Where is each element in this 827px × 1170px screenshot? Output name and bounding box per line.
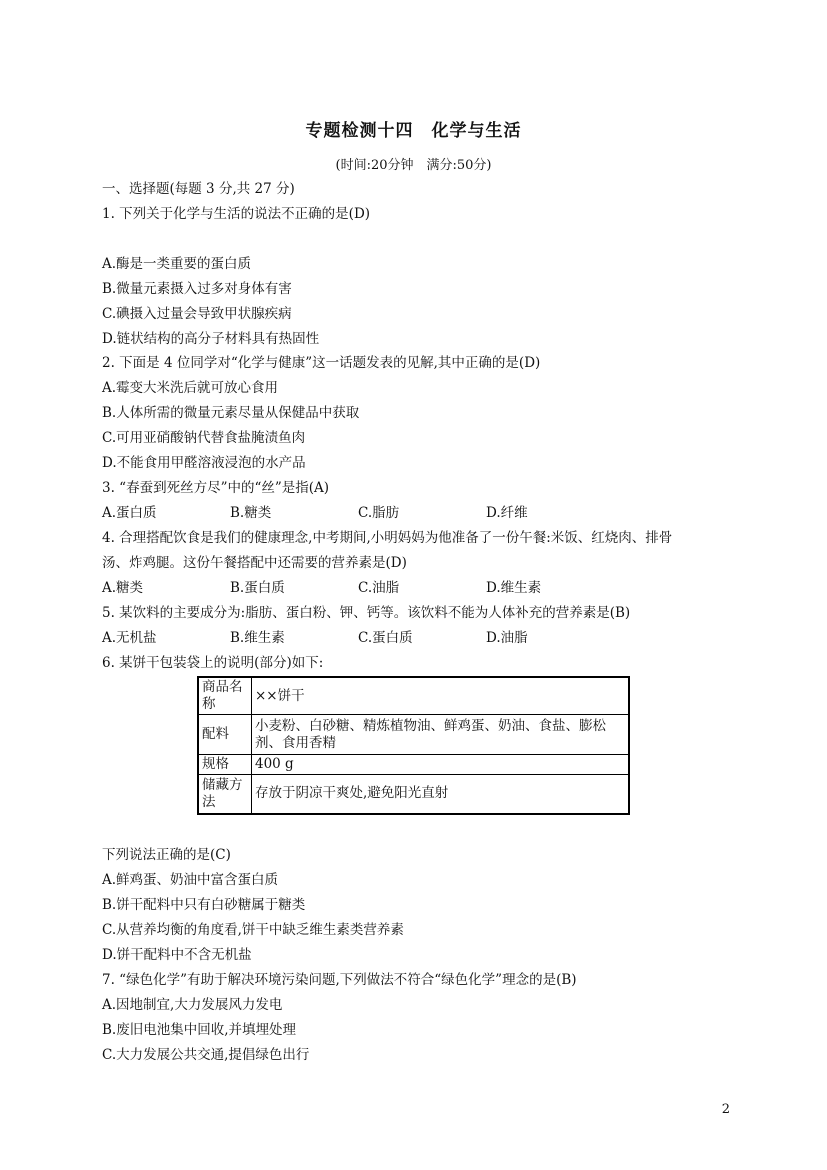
question-4-option-c: C.油脂 <box>358 580 400 596</box>
question-4-stem-line-1: 4. 合理搭配饮食是我们的健康理念,中考期间,小明妈妈为他准备了一份午餐:米饭、红烧肉、排骨 <box>102 530 673 546</box>
table-key-cell: 储藏方法 <box>198 775 252 814</box>
question-6-option-b: B.饼干配料中只有白砂糖属于糖类 <box>102 897 306 913</box>
table-value-cell: 存放于阴凉干爽处,避免阳光直射 <box>252 775 630 814</box>
question-6-option-a: A.鲜鸡蛋、奶油中富含蛋白质 <box>102 872 279 888</box>
question-1-stem: 1. 下列关于化学与生活的说法不正确的是(D) <box>102 206 371 222</box>
table-value-cell: 400 g <box>252 755 630 775</box>
table-key-cell: 商品名称 <box>198 677 252 715</box>
question-5-option-c: C.蛋白质 <box>358 630 413 646</box>
question-5-options <box>102 629 614 647</box>
question-7-stem: 7. “绿色化学”有助于解决环境污染问题,下列做法不符合“绿色化学”理念的是(B) <box>102 972 577 988</box>
question-7-option-c: C.大力发展公共交通,提倡绿色出行 <box>102 1047 310 1063</box>
question-3-option-a: A.蛋白质 <box>102 505 157 521</box>
question-5-option-b: B.维生素 <box>230 630 285 646</box>
question-2-option-d: D.不能食用甲醛溶液浸泡的水产品 <box>102 455 306 471</box>
question-2-stem: 2. 下面是 4 位同学对“化学与健康”这一话题发表的见解,其中正确的是(D) <box>102 355 541 371</box>
question-4-option-a: A.糖类 <box>102 580 144 596</box>
question-3-option-c: C.脂肪 <box>358 505 400 521</box>
table-value-cell: 小麦粉、白砂糖、精炼植物油、鲜鸡蛋、奶油、食盐、膨松剂、食用香精 <box>252 715 630 755</box>
question-5-option-a: A.无机盐 <box>102 630 157 646</box>
question-6-option-d: D.饼干配料中不含无机盐 <box>102 947 252 963</box>
question-6-stem: 6. 某饼干包装袋上的说明(部分)如下: <box>102 655 324 671</box>
table-value-cell: ××饼干 <box>252 677 630 715</box>
table-key-cell: 配料 <box>198 715 252 755</box>
table-row <box>198 755 629 775</box>
question-4-option-b: B.蛋白质 <box>230 580 285 596</box>
question-5-option-d: D.油脂 <box>486 630 528 646</box>
question-7-option-b: B.废旧电池集中回收,并填埋处理 <box>102 1022 297 1038</box>
question-2-option-a: A.霉变大米洗后就可放心食用 <box>102 380 279 396</box>
question-4-option-d: D.维生素 <box>486 580 542 596</box>
question-3-stem: 3. “春蚕到死丝方尽”中的“丝”是指(A) <box>102 480 330 496</box>
table-row <box>198 775 629 814</box>
table-row <box>198 677 629 715</box>
question-1-option-d: D.链状结构的高分子材料具有热固性 <box>102 331 320 347</box>
question-3-option-b: B.糖类 <box>230 505 272 521</box>
question-6-option-c: C.从营养均衡的角度看,饼干中缺乏维生素类营养素 <box>102 922 404 938</box>
question-6-question: 下列说法正确的是(C) <box>102 847 231 863</box>
page-number: 2 <box>721 1102 730 1117</box>
question-4-stem-line-2: 汤、炸鸡腿。这份午餐搭配中还需要的营养素是(D) <box>102 555 407 571</box>
question-4-options <box>102 579 614 597</box>
product-spec-table <box>197 676 630 815</box>
question-7-option-a: A.因地制宜,大力发展风力发电 <box>102 997 283 1013</box>
section-heading: 一、选择题(每题 3 分,共 27 分) <box>102 181 295 197</box>
question-2-option-b: B.人体所需的微量元素尽量从保健品中获取 <box>102 405 360 421</box>
time-score-note: (时间:20分钟 满分:50分) <box>335 158 492 173</box>
question-3-options <box>102 504 614 522</box>
question-1-option-b: B.微量元素摄入过多对身体有害 <box>102 281 292 297</box>
question-2-option-c: C.可用亚硝酸钠代替食盐腌渍鱼肉 <box>102 430 306 446</box>
table-key-cell: 规格 <box>198 755 252 775</box>
page-title: 专题检测十四 化学与生活 <box>305 121 522 141</box>
question-1-option-a: A.酶是一类重要的蛋白质 <box>102 256 252 272</box>
question-5-stem: 5. 某饮料的主要成分为:脂肪、蛋白粉、钾、钙等。该饮料不能为人体补充的营养素是(B) <box>102 605 631 621</box>
question-3-option-d: D.纤维 <box>486 505 528 521</box>
question-1-option-c: C.碘摄入过量会导致甲状腺疾病 <box>102 306 292 322</box>
table-row <box>198 715 629 755</box>
